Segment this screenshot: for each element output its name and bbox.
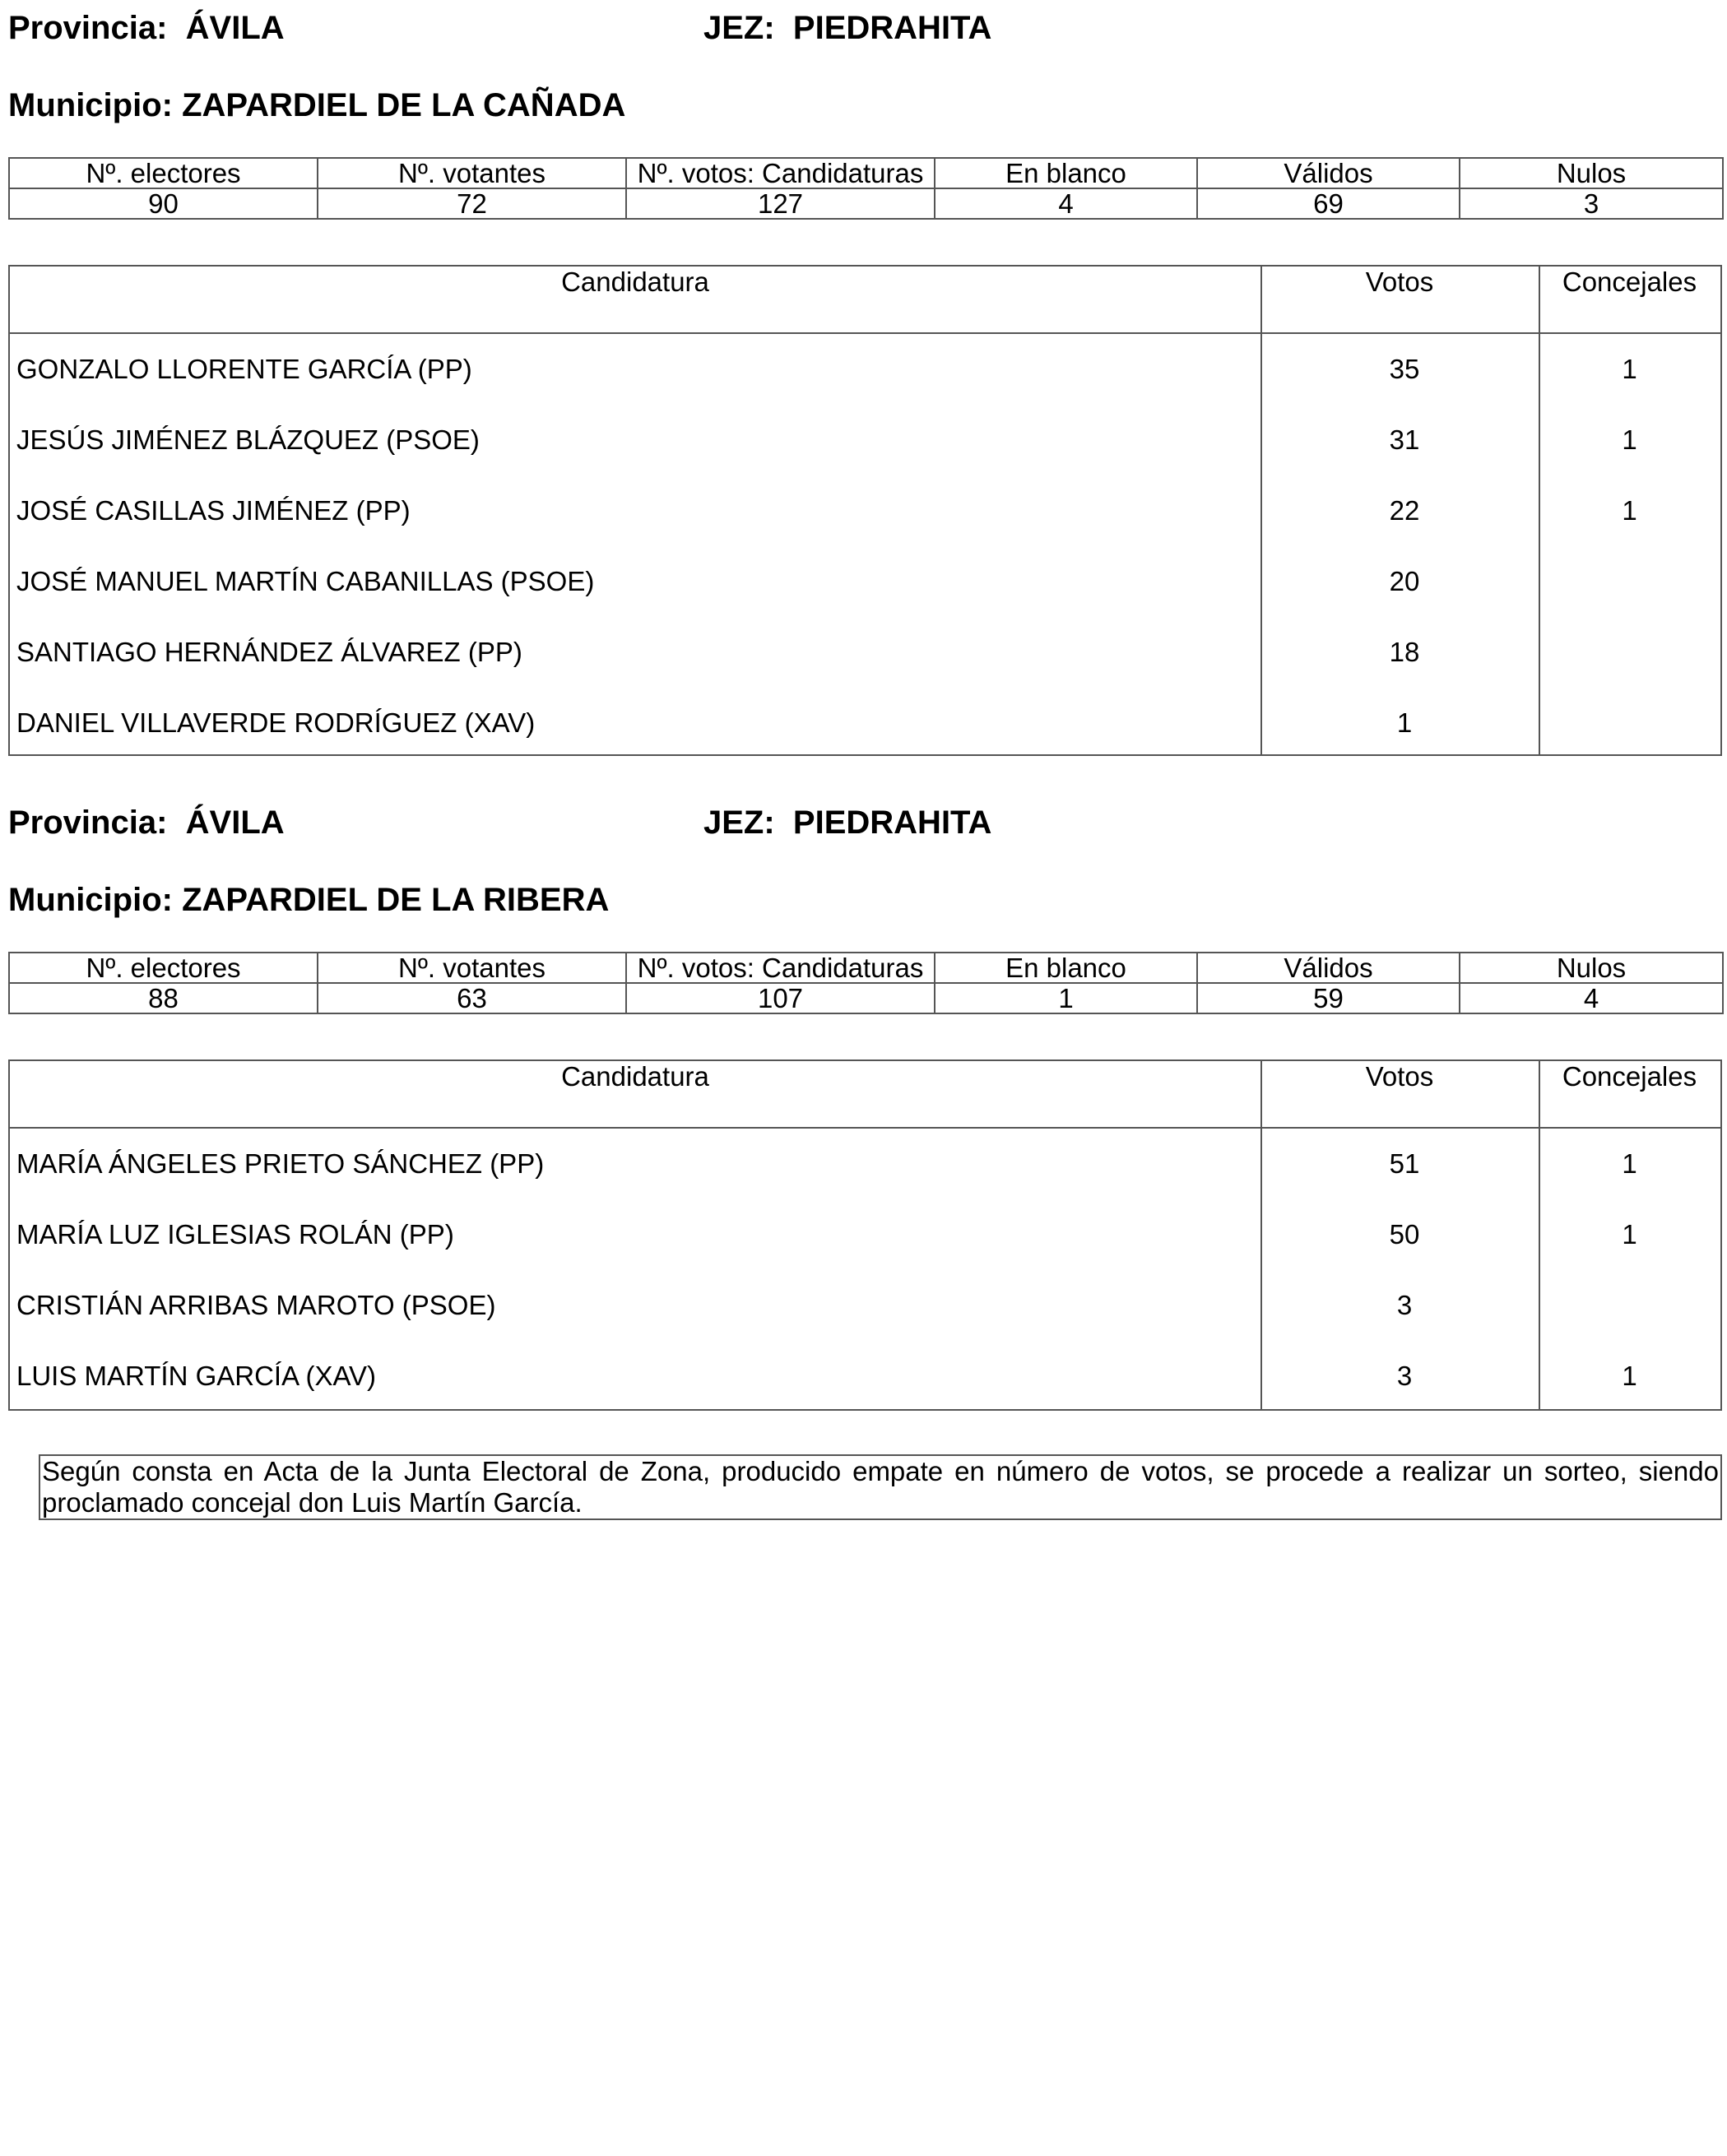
candidate-name: DANIEL VILLAVERDE RODRÍGUEZ (XAV): [16, 707, 536, 738]
provincia-line: [8, 12, 285, 44]
summary-header: Nulos: [1460, 158, 1723, 188]
candidate-concejales: 1: [1622, 495, 1637, 526]
summary-value: 69: [1197, 188, 1460, 219]
provincia-value: ÁVILA: [185, 804, 285, 841]
provincia-label: Provincia:: [8, 10, 168, 46]
municipio-value: ZAPARDIEL DE LA RIBERA: [182, 882, 610, 918]
jez-label: JEZ:: [703, 804, 775, 841]
summary-value: 1: [935, 983, 1197, 1013]
summary-header: Válidos: [1197, 953, 1460, 983]
municipio-label: Municipio:: [8, 87, 173, 123]
table-row: [10, 546, 1720, 617]
summary-header: Nulos: [1460, 953, 1723, 983]
candidate-concejales: 1: [1622, 1219, 1637, 1250]
summary-value: 72: [318, 188, 626, 219]
table-row: [10, 334, 1720, 405]
candidate-votos: 31: [1389, 424, 1420, 455]
candidate-name: MARÍA LUZ IGLESIAS ROLÁN (PP): [16, 1219, 454, 1250]
candidate-name: LUIS MARTÍN GARCÍA (XAV): [16, 1361, 377, 1391]
provincia-value: ÁVILA: [185, 10, 285, 46]
candidate-name: CRISTIÁN ARRIBAS MAROTO (PSOE): [16, 1290, 496, 1320]
municipio-line: [8, 883, 609, 916]
municipio-label: Municipio:: [8, 882, 173, 918]
candidate-votos: 35: [1389, 354, 1420, 384]
summary-header-row: [9, 158, 1723, 188]
summary-header: Nº. votantes: [318, 158, 626, 188]
table-row: [10, 1270, 1720, 1341]
summary-value: 107: [626, 983, 935, 1013]
candidate-votos: 3: [1396, 1361, 1413, 1391]
header-concejales: Concejales: [1562, 1061, 1697, 1092]
summary-table: [8, 157, 1724, 220]
candidates-header: [10, 1061, 1720, 1129]
summary-value: 63: [318, 983, 626, 1013]
tie-note: Según consta en Acta de la Junta Electoral de Zona, producido empate en número de votos, se procede a realizar un sorteo, siendo proclamado concejal don Luis Martín García.: [39, 1454, 1722, 1520]
summary-value: 4: [935, 188, 1197, 219]
summary-value-row: [9, 983, 1723, 1013]
header-concejales: Concejales: [1562, 267, 1697, 297]
table-row: [10, 405, 1720, 475]
summary-value-row: [9, 188, 1723, 219]
candidate-name: JOSÉ CASILLAS JIMÉNEZ (PP): [16, 495, 411, 526]
table-row: [10, 617, 1720, 688]
candidate-name: MARÍA ÁNGELES PRIETO SÁNCHEZ (PP): [16, 1148, 545, 1179]
summary-value: 90: [9, 188, 318, 219]
candidate-concejales: 1: [1622, 354, 1637, 384]
summary-header: Nº. votantes: [318, 953, 626, 983]
candidate-name: JESÚS JIMÉNEZ BLÁZQUEZ (PSOE): [16, 424, 480, 455]
candidates-header: [10, 267, 1720, 334]
header-votos: Votos: [1365, 267, 1434, 297]
table-row: [10, 1341, 1720, 1412]
summary-header-row: [9, 953, 1723, 983]
jez-value: PIEDRAHITA: [792, 10, 992, 46]
summary-header: Nº. votos: Candidaturas: [626, 158, 935, 188]
table-row: [10, 688, 1720, 758]
candidate-votos: 20: [1389, 566, 1420, 596]
summary-header: Válidos: [1197, 158, 1460, 188]
candidate-concejales: 1: [1622, 1361, 1637, 1391]
summary-header: En blanco: [935, 158, 1197, 188]
candidates-table: [8, 1059, 1722, 1411]
header-votos: Votos: [1365, 1061, 1434, 1092]
summary-value: 4: [1460, 983, 1723, 1013]
provincia-line: [8, 806, 285, 839]
summary-header: En blanco: [935, 953, 1197, 983]
jez-line: [703, 12, 991, 44]
table-row: [10, 475, 1720, 546]
header-candidatura: Candidatura: [561, 1061, 709, 1092]
candidate-votos: 18: [1389, 637, 1420, 667]
candidate-votos: 22: [1389, 495, 1420, 526]
summary-value: 88: [9, 983, 318, 1013]
provincia-label: Provincia:: [8, 804, 168, 841]
candidate-votos: 3: [1396, 1290, 1413, 1320]
jez-label: JEZ:: [703, 10, 775, 46]
candidate-concejales: 1: [1622, 1148, 1637, 1179]
candidate-name: SANTIAGO HERNÁNDEZ ÁLVAREZ (PP): [16, 637, 522, 667]
summary-header: Nº. electores: [9, 158, 318, 188]
summary-value: 3: [1460, 188, 1723, 219]
candidate-votos: 1: [1396, 707, 1413, 738]
candidates-table: [8, 265, 1722, 756]
summary-value: 127: [626, 188, 935, 219]
table-row: [10, 1199, 1720, 1270]
summary-header: Nº. electores: [9, 953, 318, 983]
candidate-votos: 50: [1389, 1219, 1420, 1250]
municipio-line: [8, 89, 625, 122]
candidate-name: GONZALO LLORENTE GARCÍA (PP): [16, 354, 472, 384]
candidate-name: JOSÉ MANUEL MARTÍN CABANILLAS (PSOE): [16, 566, 595, 596]
jez-line: [703, 806, 991, 839]
header-candidatura: Candidatura: [561, 267, 709, 297]
candidate-concejales: 1: [1622, 424, 1637, 455]
table-row: [10, 1129, 1720, 1199]
summary-table: [8, 952, 1724, 1014]
candidate-votos: 51: [1389, 1148, 1420, 1179]
summary-header: Nº. votos: Candidaturas: [626, 953, 935, 983]
jez-value: PIEDRAHITA: [792, 804, 992, 841]
summary-value: 59: [1197, 983, 1460, 1013]
municipio-value: ZAPARDIEL DE LA CAÑADA: [182, 87, 626, 123]
